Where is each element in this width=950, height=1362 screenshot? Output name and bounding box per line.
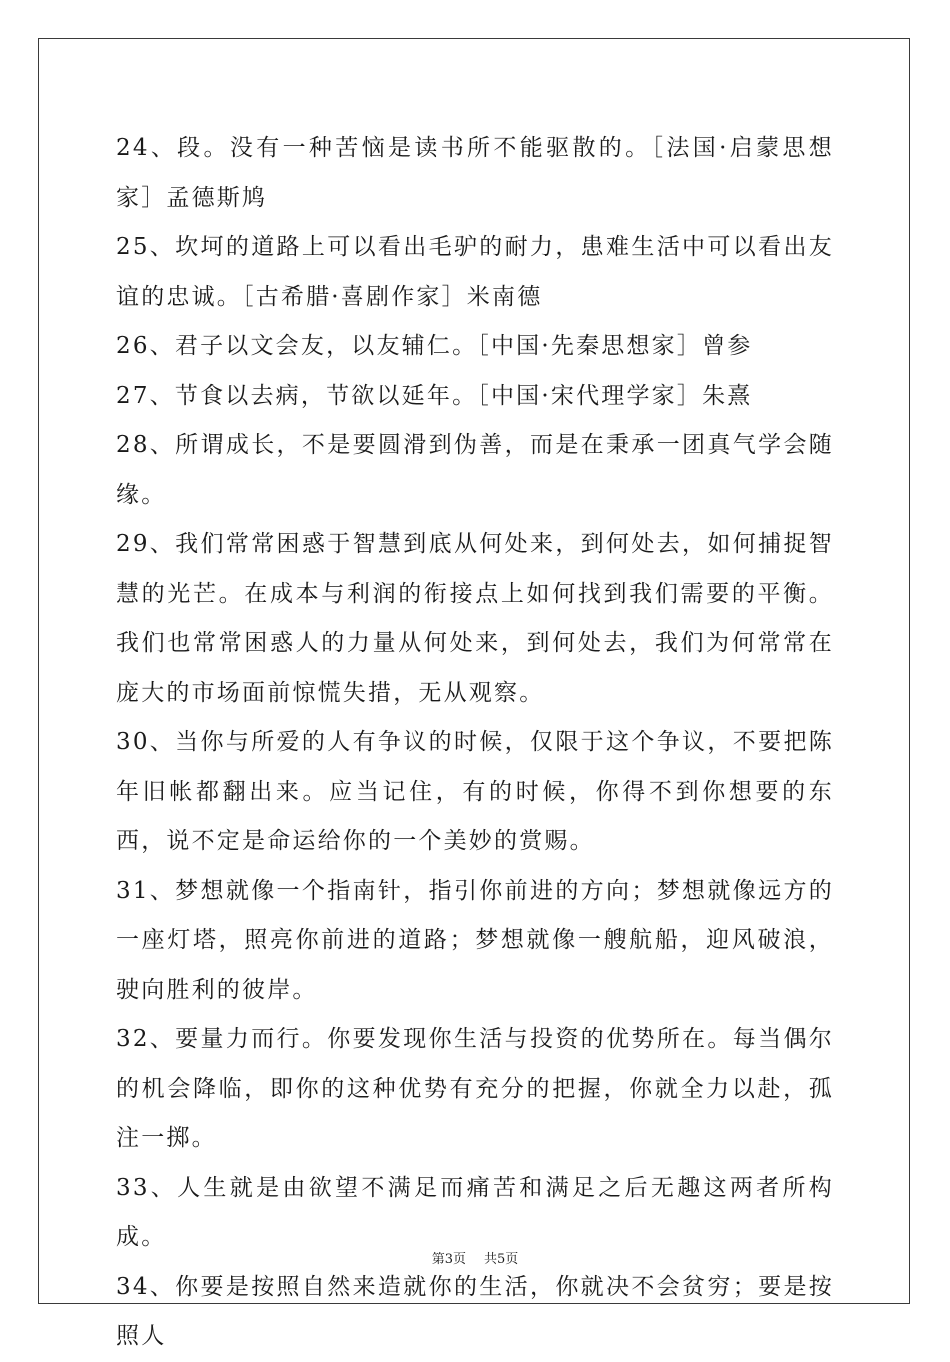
quote-paragraph: 26、君子以文会友，以友辅仁。［中国·先秦思想家］曾参 xyxy=(116,333,753,359)
page-footer xyxy=(0,1248,950,1267)
quote-paragraph: 34、你要是按照自然来造就你的生活，你就决不会贫穷；要是按照人 xyxy=(116,1273,834,1349)
document-body xyxy=(116,124,834,1362)
quote-paragraph: 27、节食以去病，节欲以延年。［中国·宋代理学家］朱熹 xyxy=(116,382,753,409)
quote-paragraph: 28、所谓成长，不是要圆滑到伪善，而是在秉承一团真气学会随缘。 xyxy=(116,432,834,508)
quote-paragraph: 31、梦想就像一个指南针，指引你前进的方向；梦想就像远方的一座灯塔，照亮你前进的道路；梦想就像一艘航船，迎风破浪，驶向胜利的彼岸。 xyxy=(116,877,834,1003)
quote-paragraph: 29、我们常常困惑于智慧到底从何处来，到何处去，如何捕捉智慧的光芒。在成本与利润的衔接点上如何找到我们需要的平衡。我们也常常困惑人的力量从何处来，到何处去，我们为何常常在庞大的市场面前惊慌失措，无从观察。 xyxy=(116,531,834,706)
quote-paragraph: 24、段。没有一种苦恼是读书所不能驱散的。［法国·启蒙思想家］孟德斯鸠 xyxy=(116,135,834,211)
quote-paragraph: 32、要量力而行。你要发现你生活与投资的优势所在。每当偶尔的机会降临，即你的这种优势有充分的把握，你就全力以赴，孤注一掷。 xyxy=(116,1026,834,1151)
quote-paragraph: 33、人生就是由欲望不满足而痛苦和满足之后无趣这两者所构成。 xyxy=(116,1174,834,1250)
quote-paragraph: 30、当你与所爱的人有争议的时候，仅限于这个争议，不要把陈年旧帐都翻出来。应当记住，有的时候，你得不到你想要的东西，说不定是命运给你的一个美妙的赏赐。 xyxy=(116,729,834,854)
page-number: 第3页 xyxy=(431,1252,466,1267)
total-pages: 共5页 xyxy=(484,1252,519,1267)
quote-paragraph: 25、坎坷的道路上可以看出毛驴的耐力，患难生活中可以看出友谊的忠诚。［古希腊·喜剧作家］米南德 xyxy=(116,234,834,310)
